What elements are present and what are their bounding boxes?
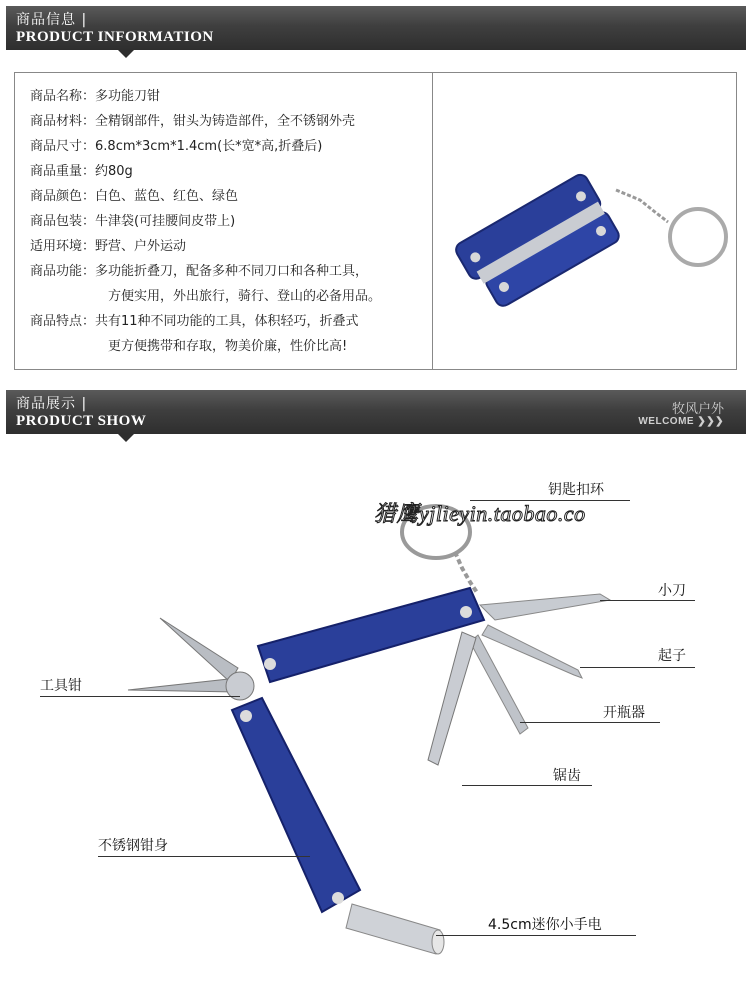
knife-blade bbox=[480, 594, 610, 620]
info-value: 多功能折叠刀，配备多种不同刀口和各种工具， bbox=[95, 264, 369, 279]
info-banner bbox=[6, 6, 746, 50]
upper-handle bbox=[258, 588, 484, 682]
info-row-environment bbox=[30, 234, 381, 259]
info-value: 约80g bbox=[95, 164, 133, 179]
show-banner bbox=[6, 390, 746, 434]
welcome-label: WELCOME ❯❯❯ bbox=[638, 416, 724, 427]
info-value: 牛津袋(可挂腰间皮带上) bbox=[95, 214, 236, 229]
chevrons-icon: ❯❯❯ bbox=[697, 416, 724, 427]
lower-handle bbox=[232, 698, 360, 912]
key-ring bbox=[670, 209, 726, 265]
info-label: 商品重量： bbox=[30, 164, 96, 179]
rivet bbox=[264, 658, 276, 670]
saw-blade bbox=[428, 632, 476, 765]
callout-bottle-opener: 开瓶器 bbox=[603, 705, 645, 721]
info-label: 商品材料： bbox=[30, 114, 96, 129]
info-row-feature bbox=[30, 309, 381, 334]
show-banner-subtitle: PRODUCT SHOW bbox=[16, 413, 147, 429]
info-row-function-cont: 方便实用，外出旅行，骑行、登山的必备用品。 bbox=[108, 289, 382, 304]
rivet bbox=[332, 892, 344, 904]
callout-line bbox=[470, 500, 630, 501]
key-chain bbox=[616, 190, 668, 222]
callout-saw: 锯齿 bbox=[553, 768, 581, 784]
info-label: 适用环境： bbox=[30, 239, 96, 254]
info-row-weight bbox=[30, 159, 381, 184]
info-value: 白色、蓝色、红色、绿色 bbox=[95, 189, 239, 204]
info-row-material bbox=[30, 109, 381, 134]
shop-name: 牧风户外 bbox=[671, 402, 724, 417]
callout-line bbox=[436, 935, 636, 936]
info-banner-subtitle: PRODUCT INFORMATION bbox=[16, 29, 214, 45]
callout-pliers: 工具钳 bbox=[40, 678, 82, 694]
callout-line bbox=[600, 600, 695, 601]
info-label: 商品颜色： bbox=[30, 189, 96, 204]
info-value: 野营、户外运动 bbox=[95, 239, 187, 254]
flashlight bbox=[346, 904, 440, 954]
banner-notch bbox=[118, 50, 134, 58]
callout-line bbox=[580, 667, 695, 668]
info-row-function bbox=[30, 259, 381, 284]
callout-keyring: 钥匙扣环 bbox=[548, 482, 604, 498]
callout-screwdriver: 起子 bbox=[658, 648, 686, 664]
info-row-name bbox=[30, 84, 381, 109]
info-label: 商品特点： bbox=[30, 314, 96, 329]
info-value: 全精钢部件，钳头为铸造部件，全不锈钢外壳 bbox=[95, 114, 356, 129]
rivet bbox=[240, 710, 252, 722]
callout-knife: 小刀 bbox=[658, 583, 686, 599]
banner-notch bbox=[118, 434, 134, 442]
pliers-jaw bbox=[160, 618, 238, 682]
pliers-jaw bbox=[128, 678, 238, 692]
info-value: 多功能刀钳 bbox=[95, 89, 161, 104]
info-row-color bbox=[30, 184, 381, 209]
info-banner-title: 商品信息 | bbox=[16, 12, 88, 28]
flashlight-lens bbox=[432, 930, 444, 954]
callout-body: 不锈钢钳身 bbox=[98, 838, 168, 854]
callout-line bbox=[40, 696, 240, 697]
callout-flashlight: 4.5cm迷你小手电 bbox=[488, 917, 602, 933]
info-value: 共有11种不同功能的工具，体积轻巧，折叠式 bbox=[95, 314, 359, 329]
key-chain bbox=[455, 552, 478, 594]
callout-line bbox=[98, 856, 310, 857]
rivet bbox=[460, 606, 472, 618]
info-label: 商品名称： bbox=[30, 89, 96, 104]
watermark: 猎鹰yjlieyin.taobao.co bbox=[374, 501, 586, 526]
info-label: 商品包装： bbox=[30, 214, 96, 229]
info-label: 商品功能： bbox=[30, 264, 96, 279]
info-row-feature-cont: 更方便携带和存取，物美价廉，性价比高! bbox=[108, 339, 348, 354]
show-banner-title: 商品展示 | bbox=[16, 396, 88, 412]
info-value: 6.8cm*3cm*1.4cm(长*宽*高,折叠后) bbox=[95, 139, 323, 154]
info-row-package bbox=[30, 209, 381, 234]
callout-line bbox=[520, 722, 660, 723]
folded-tool-image bbox=[440, 80, 732, 362]
info-divider bbox=[432, 72, 433, 370]
info-row-size bbox=[30, 134, 381, 159]
info-label: 商品尺寸： bbox=[30, 139, 96, 154]
callout-line bbox=[462, 785, 592, 786]
info-list bbox=[30, 84, 381, 359]
